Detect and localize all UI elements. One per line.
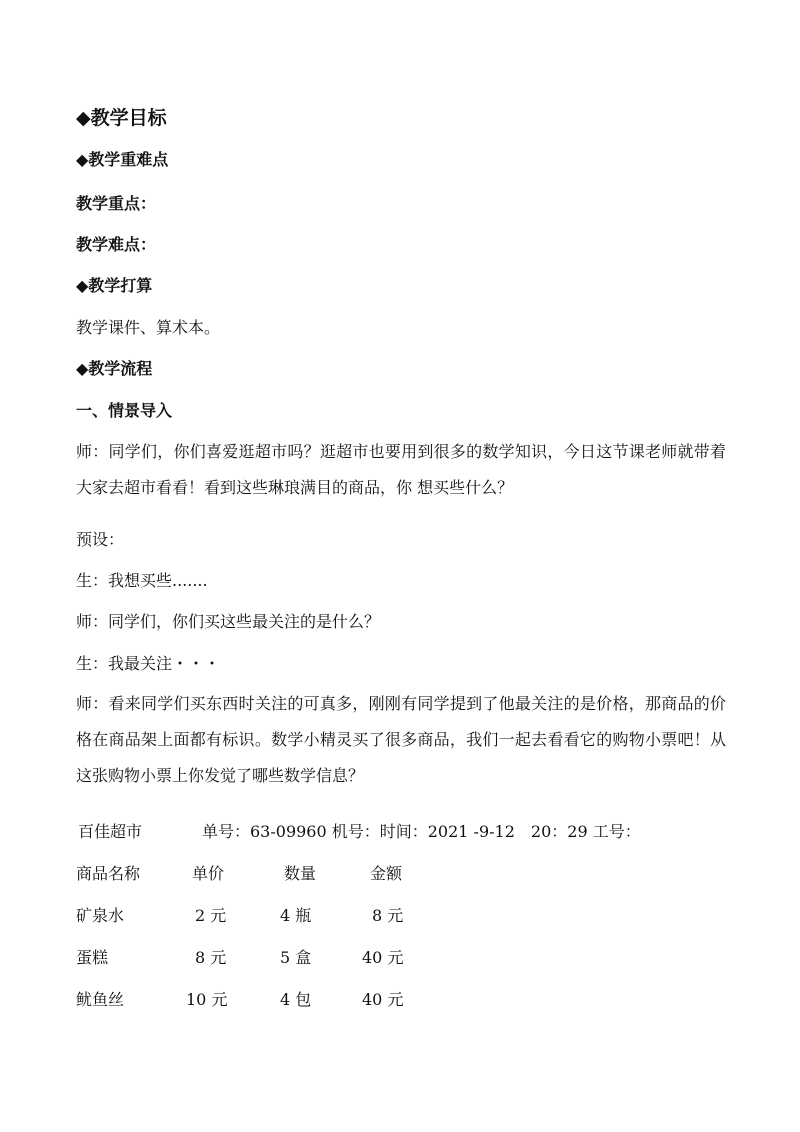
preparation-content: 教学课件、算术本。 — [76, 318, 221, 337]
receipt-row — [0, 988, 800, 1012]
column-header-amount: 金额 — [370, 864, 403, 883]
column-header-quantity: 数量 — [284, 864, 317, 883]
receipt-row — [0, 946, 800, 970]
column-header-name: 商品名称 — [76, 864, 141, 883]
item-amount: 8 元 — [372, 906, 404, 925]
receipt-header-line — [0, 820, 800, 844]
preset-label: 预设： — [76, 530, 125, 549]
item-quantity: 4 瓶 — [280, 906, 312, 925]
student-line-1: 生：我想买些....... — [76, 571, 208, 590]
item-amount: 40 元 — [362, 990, 404, 1009]
item-amount: 40 元 — [362, 948, 404, 967]
teacher-paragraph-1: 师：同学们，你们喜爱逛超市吗？逛超市也要用到很多的数学知识，今日这节课老师就带着大家去超市看看！看到这些琳琅满目的商品，你 想买些什么？ — [76, 442, 726, 497]
item-quantity: 5 盒 — [280, 948, 312, 967]
receipt-info: 单号：63-09960 机号：时间：2021 -9-12 20：29 工号： — [202, 822, 641, 841]
column-header-price: 单价 — [192, 864, 225, 883]
receipt-column-headers — [0, 862, 800, 886]
item-name: 鱿鱼丝 — [76, 990, 125, 1009]
receipt-store-name: 百佳超市 — [78, 822, 143, 841]
receipt-row — [0, 904, 800, 928]
heading-key-difficult: ◆教学重难点 — [76, 150, 169, 169]
item-price: 10 元 — [186, 990, 228, 1009]
heading-key-point: 教学重点： — [76, 194, 157, 213]
item-name: 蛋糕 — [76, 948, 109, 967]
heading-process: ◆教学流程 — [76, 359, 153, 378]
heading-difficult-point: 教学难点： — [76, 235, 157, 254]
teacher-line-2: 师：同学们，你们买这些最关注的是什么？ — [76, 612, 381, 631]
heading-preparation: ◆教学打算 — [76, 276, 153, 295]
item-quantity: 4 包 — [280, 990, 312, 1009]
student-line-2: 生：我最关注・・・ — [76, 654, 221, 673]
heading-teaching-goal: ◆教学目标 — [76, 107, 167, 129]
item-price: 8 元 — [195, 948, 227, 967]
item-name: 矿泉水 — [76, 906, 125, 925]
teacher-paragraph-3: 师：看来同学们买东西时关注的可真多，刚刚有同学提到了他最关注的是价格，那商品的价格在商品架上面都有标识。数学小精灵买了很多商品，我们一起去看看它的购物小票吧！从这张购物小票上你发觉了哪些数学信息？ — [76, 694, 726, 785]
heading-section-intro: 一、情景导入 — [76, 401, 173, 420]
item-price: 2 元 — [195, 906, 227, 925]
